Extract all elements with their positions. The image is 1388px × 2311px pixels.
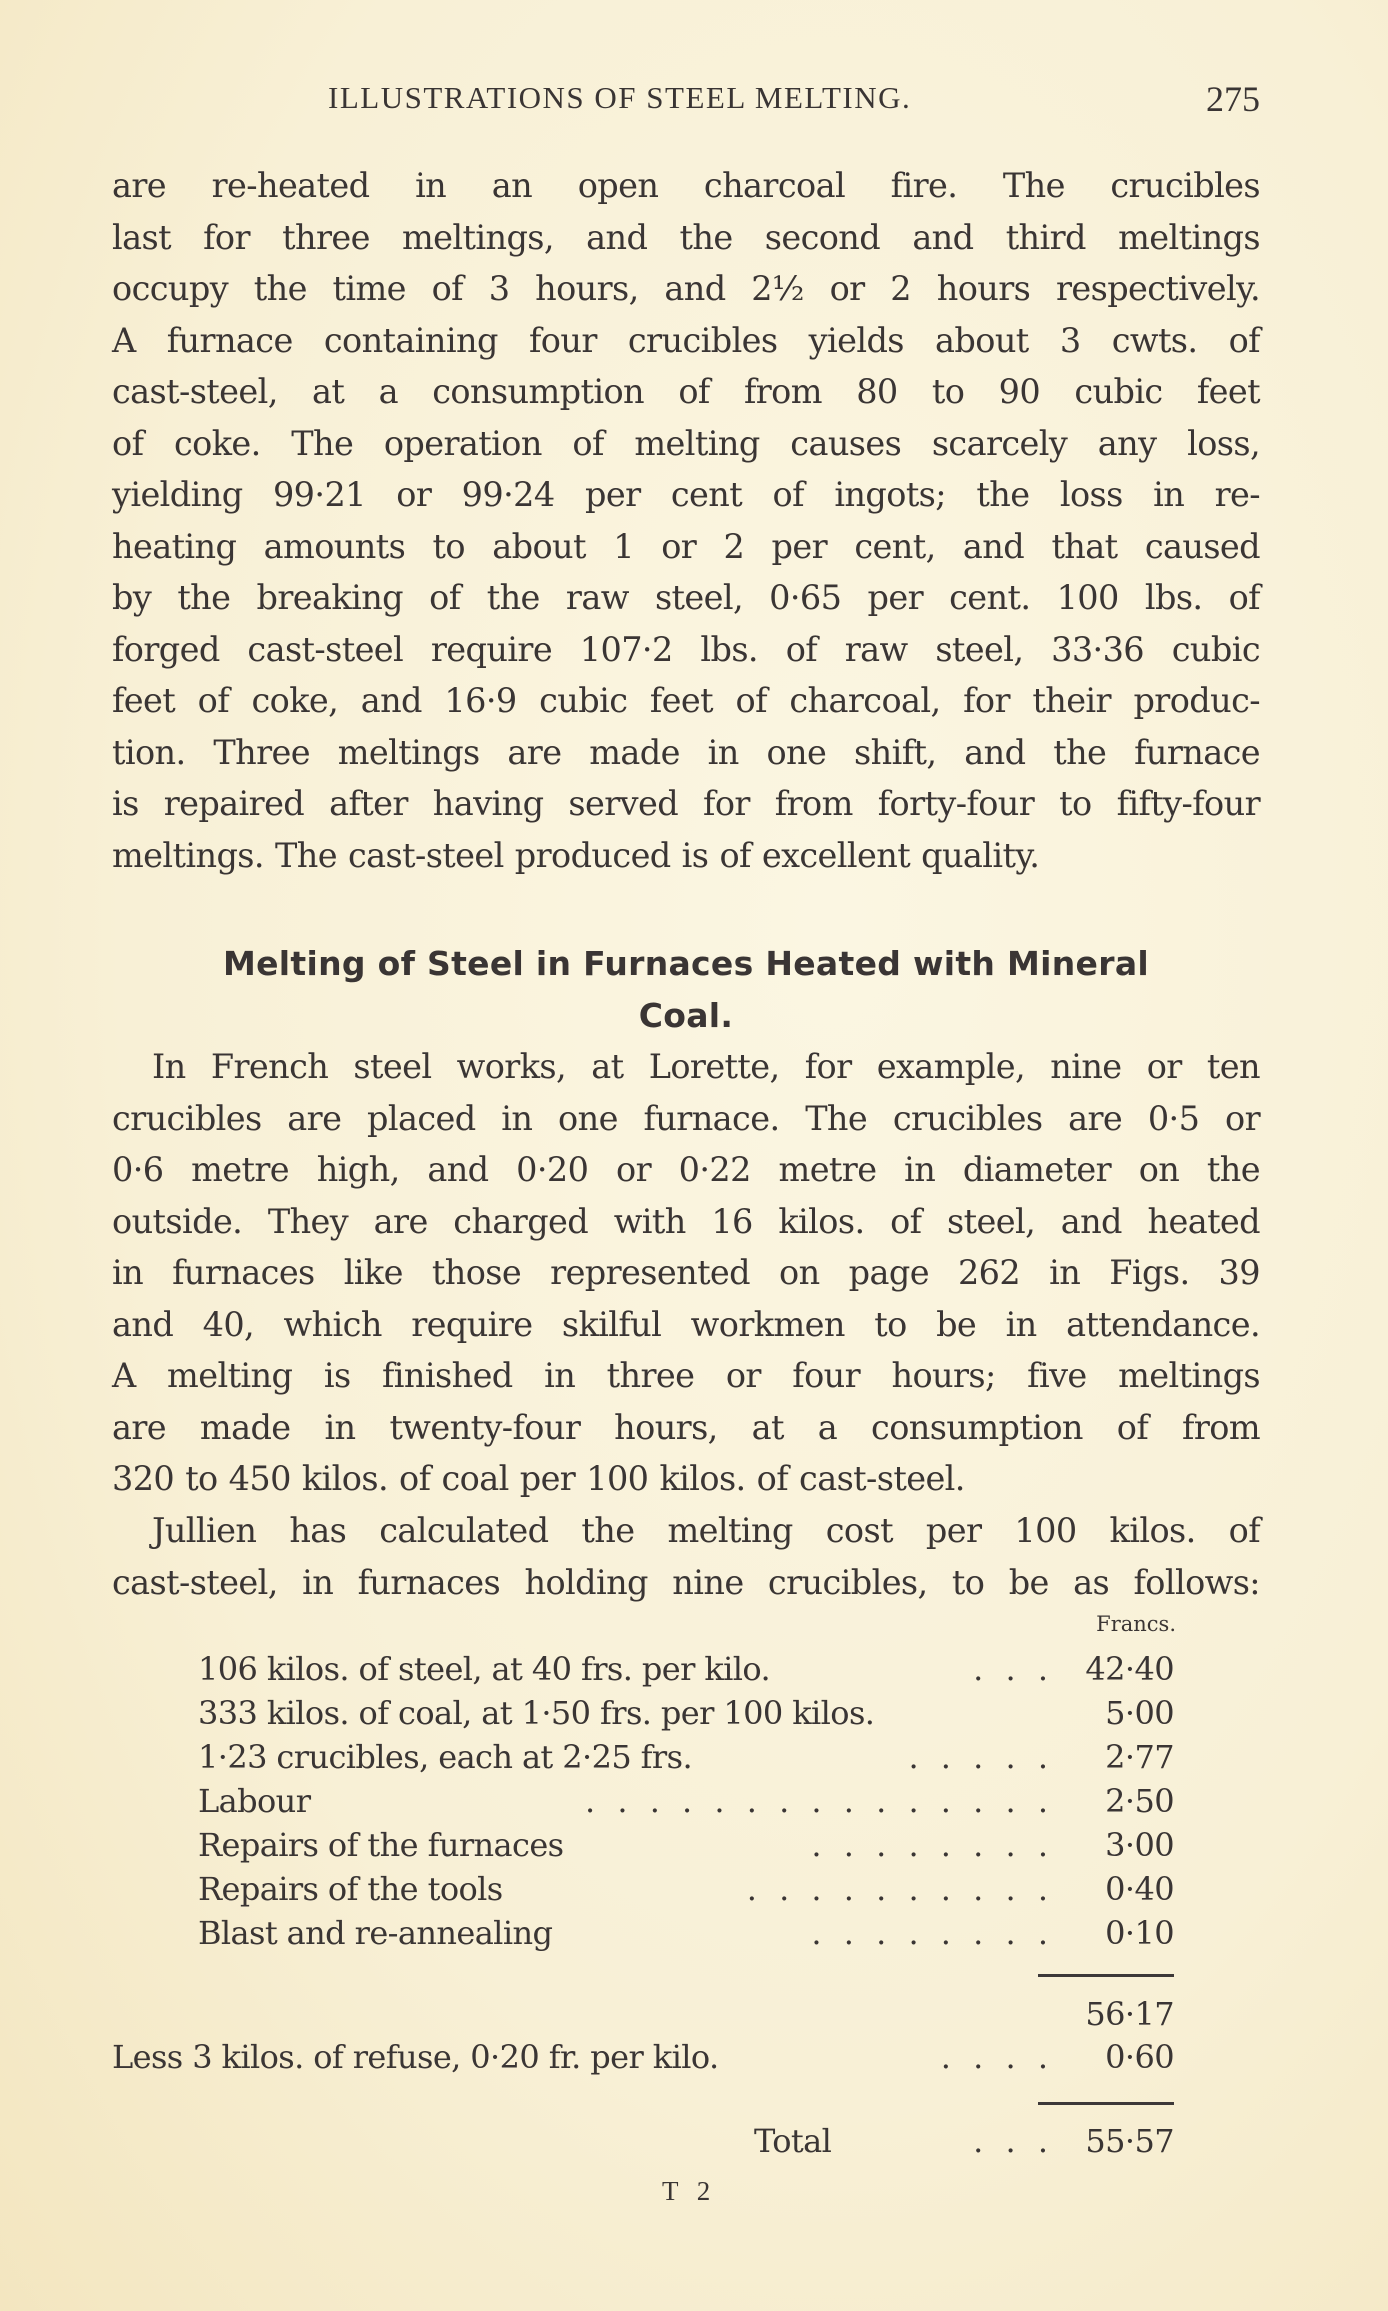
table-row bbox=[198, 1914, 1174, 1958]
sum-rule bbox=[1038, 1974, 1174, 1977]
text-line: In French steel works, at Lorette, for example, nine or ten bbox=[152, 1047, 1260, 1086]
row-value: 0·10 bbox=[1105, 1914, 1174, 1952]
leader-dots: . . . . . . . . bbox=[811, 1826, 1054, 1864]
text-line: tion. Three meltings are made in one shift, and the furnace bbox=[112, 732, 1260, 772]
text-line: in furnaces like those represented on page 262 in Figs. 39 bbox=[112, 1253, 1260, 1292]
running-head bbox=[328, 80, 1260, 124]
text-line: 320 to 450 kilos. of coal per 100 kilos. of cast-steel. bbox=[112, 1459, 965, 1498]
row-value: 3·00 bbox=[1105, 1826, 1174, 1864]
text-line: A furnace containing four crucibles yields about 3 cwts. of bbox=[112, 320, 1260, 360]
text-line: yielding 99·21 or 99·24 per cent of ingots; the loss in re- bbox=[112, 475, 1260, 514]
text-line: are re-heated in an open charcoal fire. The crucibles bbox=[112, 166, 1260, 205]
text-line: A melting is finished in three or four hours; five meltings bbox=[112, 1356, 1260, 1395]
leader-dots: . . . bbox=[973, 1650, 1054, 1688]
subtotal-value: 56·17 bbox=[1085, 1995, 1174, 2033]
text-line: last for three meltings, and the second and third meltings bbox=[112, 217, 1260, 257]
page-number: 275 bbox=[1206, 79, 1260, 119]
leader-dots: . . . . bbox=[940, 2038, 1054, 2076]
row-value: 5·00 bbox=[1105, 1694, 1174, 1732]
total-value: 55·57 bbox=[1085, 2122, 1174, 2160]
row-label: Labour bbox=[198, 1782, 311, 1820]
row-label: 1·23 crucibles, each at 2·25 frs. bbox=[198, 1738, 693, 1776]
text-line: is repaired after having served for from forty-four to fifty-four bbox=[112, 784, 1260, 823]
row-value: 2·50 bbox=[1105, 1782, 1174, 1820]
paragraph-1 bbox=[112, 160, 1260, 881]
text-line: 0·6 metre high, and 0·20 or 0·22 metre in diameter on the bbox=[112, 1150, 1260, 1189]
row-label: Repairs of the furnaces bbox=[198, 1826, 564, 1864]
leader-dots: . . . . . bbox=[908, 1738, 1054, 1776]
row-label: Less 3 kilos. of refuse, 0·20 fr. per kilo. bbox=[112, 2038, 719, 2076]
text-line: crucibles are placed in one furnace. The crucibles are 0·5 or bbox=[112, 1098, 1260, 1138]
text-line: by the breaking of the raw steel, 0·65 per cent. 100 lbs. of bbox=[112, 578, 1260, 617]
table-row bbox=[198, 1694, 1174, 1738]
table-row bbox=[198, 1870, 1174, 1914]
text-line: Jullien has calculated the melting cost per 100 kilos. of bbox=[152, 1511, 1260, 1550]
text-line: feet of coke, and 16·9 cubic feet of charcoal, for their produc- bbox=[112, 681, 1260, 720]
leader-dots: . . . . . . . . . . . . . . . bbox=[585, 1782, 1054, 1820]
table-row bbox=[198, 1782, 1174, 1826]
total-label: Total bbox=[754, 2122, 832, 2160]
text-line: of coke. The operation of melting causes scarcely any loss, bbox=[112, 423, 1260, 463]
row-value: 2·77 bbox=[1105, 1738, 1174, 1776]
row-value: 0·40 bbox=[1105, 1870, 1174, 1908]
row-value: 42·40 bbox=[1085, 1650, 1174, 1688]
unit-header: Francs. bbox=[1096, 1612, 1176, 1636]
total-row bbox=[754, 2122, 1174, 2166]
signature-mark: T 2 bbox=[662, 2176, 717, 2206]
leader-dots: . . . bbox=[973, 2122, 1054, 2160]
table-row bbox=[198, 1650, 1174, 1694]
leader-dots: . . . . . . . . bbox=[811, 1914, 1054, 1952]
text-line: outside. They are charged with 16 kilos. of steel, and heated bbox=[112, 1201, 1260, 1241]
text-line: and 40, which require skilful workmen to be in attendance. bbox=[112, 1304, 1260, 1344]
text-line: forged cast-steel require 107·2 lbs. of raw steel, 33·36 cubic bbox=[112, 629, 1260, 669]
text-line: heating amounts to about 1 or 2 per cent, and that caused bbox=[112, 526, 1260, 566]
table-row bbox=[198, 1826, 1174, 1870]
running-head-title: ILLUSTRATIONS OF STEEL MELTING. bbox=[328, 80, 912, 115]
leader-dots: . . . . . . . . . . bbox=[746, 1870, 1054, 1908]
paragraph-3 bbox=[112, 1505, 1260, 1608]
table-row bbox=[198, 1738, 1174, 1782]
text-line: cast-steel, at a consumption of from 80 to 90 cubic feet bbox=[112, 372, 1260, 411]
row-label: Blast and re-annealing bbox=[198, 1914, 553, 1952]
deduction-row bbox=[112, 2038, 1174, 2082]
section-heading-line: Melting of Steel in Furnaces Heated with Mineral bbox=[222, 944, 1149, 983]
text-line: are made in twenty-four hours, at a consumption of from bbox=[112, 1407, 1260, 1447]
text-line: meltings. The cast-steel produced is of excellent quality. bbox=[112, 835, 1040, 875]
section-heading bbox=[112, 938, 1260, 1041]
text-line: cast-steel, in furnaces holding nine crucibles, to be as follows: bbox=[112, 1562, 1260, 1602]
text-line: occupy the time of 3 hours, and 2½ or 2 hours respectively. bbox=[112, 269, 1260, 308]
row-label: 333 kilos. of coal, at 1·50 frs. per 100 kilos. bbox=[198, 1694, 875, 1732]
paragraph-2 bbox=[112, 1041, 1260, 1505]
section-heading-line: Coal. bbox=[638, 995, 734, 1035]
row-label: 106 kilos. of steel, at 40 frs. per kilo. bbox=[198, 1650, 771, 1688]
row-value: 0·60 bbox=[1105, 2038, 1174, 2076]
total-rule bbox=[1038, 2102, 1174, 2105]
row-label: Repairs of the tools bbox=[198, 1870, 503, 1908]
